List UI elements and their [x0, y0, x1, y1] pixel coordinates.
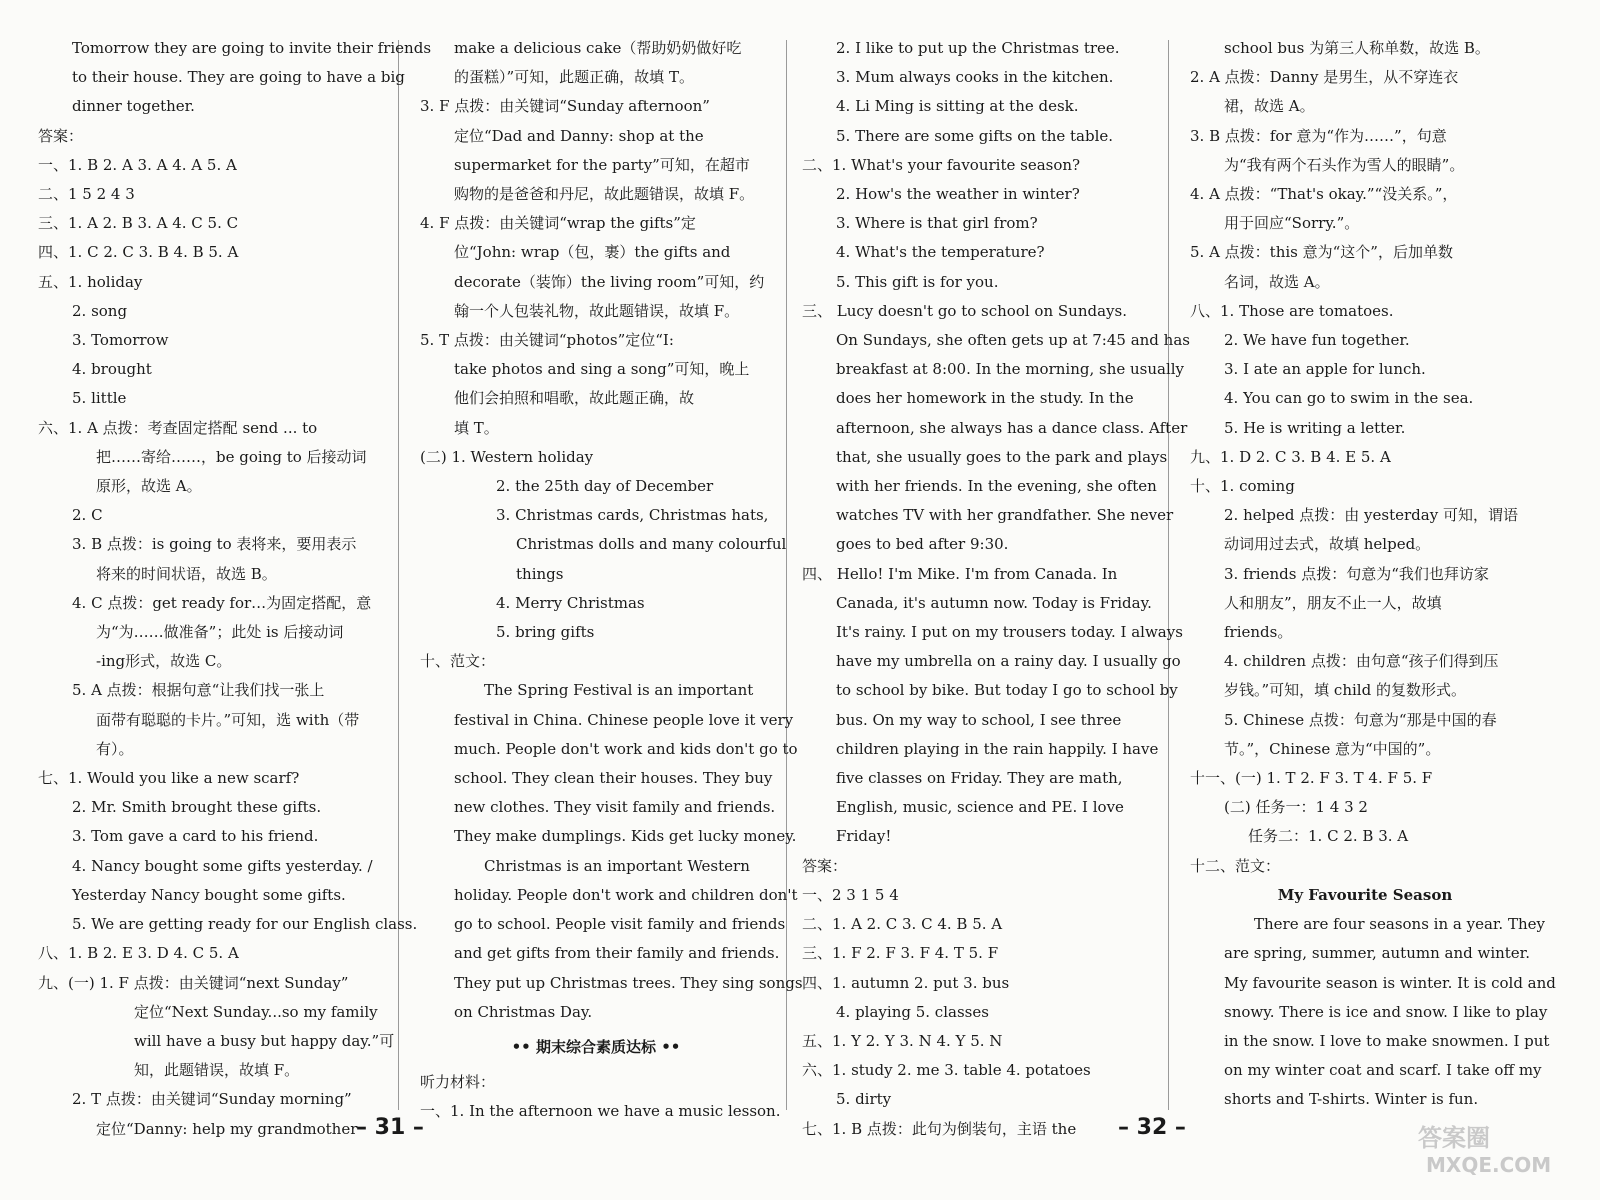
text-line: 4. Li Ming is sitting at the desk. [836, 97, 1079, 116]
text-line: 3. Christmas cards, Christmas hats, [496, 506, 769, 525]
text-line: 4. Merry Christmas [496, 593, 645, 612]
text-line: 5. He is writing a letter. [1224, 418, 1406, 437]
text-line: 名词，故选 A。 [1224, 272, 1330, 291]
text-line: 答案： [38, 126, 84, 145]
text-line: 4. C 点拨：get ready for…为固定搭配，意 [72, 593, 372, 612]
text-line: 七、1. Would you like a new scarf? [38, 769, 300, 788]
text-line: much. People don't work and kids don't go to [454, 739, 798, 758]
text-line: •• 期末综合素质达标 •• [511, 1037, 681, 1056]
text-line: It's rainy. I put on my trousers today. I always [836, 623, 1183, 642]
text-line: 原形，故选 A。 [96, 477, 202, 496]
text-line: 三、1. A 2. B 3. A 4. C 5. C [38, 214, 239, 233]
text-line: afternoon, she always has a dance class. After [836, 418, 1188, 437]
text-line: snowy. There is ice and snow. I like to play [1224, 1002, 1548, 1021]
text-line: breakfast at 8:00. In the morning, she usually [836, 360, 1185, 379]
text-line: 十、范文： [420, 652, 496, 671]
text-line: 2. song [72, 301, 128, 320]
text-line: 3. Mum always cooks in the kitchen. [836, 68, 1114, 87]
text-line: There are four seasons in a year. They [1224, 915, 1545, 934]
divider-center [786, 40, 787, 1110]
text-line: things [516, 564, 564, 583]
text-line: Yesterday Nancy bought some gifts. [72, 885, 346, 904]
text-line: 六、1. A 点拨：考查固定搭配 send ... to [38, 418, 318, 437]
text-line: new clothes. They visit family and friends. [454, 798, 776, 817]
text-line: 听力材料： [420, 1073, 496, 1092]
text-line: 3. friends 点拨：句意为“我们也拜访家 [1224, 564, 1489, 583]
text-line: that, she usually goes to the park and plays [836, 447, 1168, 466]
text-line: 一、1. In the afternoon we have a music lesson. [420, 1102, 781, 1121]
text-line: 3. Where is that girl from? [836, 214, 1038, 233]
text-line: 4. playing 5. classes [836, 1002, 989, 1021]
text-line: 为“为……做准备”；此处 is 后接动词 [96, 623, 344, 642]
text-line: will have a busy but happy day.”可 [134, 1031, 395, 1050]
text-line: 翰一个人包装礼物，故此题错误，故填 F。 [454, 301, 740, 320]
text-line: Christmas is an important Western [454, 856, 750, 875]
text-line: 面带有聪聪的卡片。”可知，选 with（带 [96, 710, 360, 729]
text-line: 五、1. Y 2. Y 3. N 4. Y 5. N [802, 1031, 1003, 1050]
text-line: go to school. People visit family and friends [454, 915, 786, 934]
text-line: dinner together. [72, 97, 195, 116]
text-line: 4. You can go to swim in the sea. [1224, 389, 1474, 408]
text-line: 九、1. D 2. C 3. B 4. E 5. A [1190, 447, 1391, 466]
text-line: 4. F 点拨：由关键词“wrap the gifts”定 [420, 214, 696, 233]
text-line: 2. How's the weather in winter? [836, 185, 1080, 204]
text-line: 八、1. Those are tomatoes. [1190, 301, 1394, 320]
text-line: with her friends. In the evening, she often [836, 477, 1157, 496]
text-line: 5. This gift is for you. [836, 272, 999, 291]
text-line: make a delicious cake（帮助奶奶做好吃 [454, 39, 742, 57]
text-line: 5. T 点拨：由关键词“photos”定位“I: [420, 331, 674, 350]
text-line: 用于回应“Sorry.”。 [1224, 214, 1360, 233]
text-line: on my winter coat and scarf. I take off my [1224, 1061, 1542, 1080]
column-4 [1190, 34, 1556, 1115]
text-line: -ing形式，故选 C。 [96, 652, 232, 671]
text-line: 他们会拍照和唱歌，故此题正确，故 [454, 389, 695, 408]
text-line: in the snow. I love to make snowmen. I put [1224, 1031, 1550, 1050]
text-line: My favourite season is winter. It is cold and [1224, 973, 1556, 992]
text-line: does her homework in the study. In the [836, 389, 1134, 408]
text-line: 4. brought [72, 360, 152, 379]
text-line: 定位“Danny: help my grandmother [96, 1119, 358, 1138]
text-line: (二) 1. Western holiday [420, 447, 594, 466]
text-line: They put up Christmas trees. They sing songs [454, 973, 803, 992]
text-line: 位“John: wrap（包，裹）the gifts and [454, 243, 731, 262]
text-line: 人和朋友”，朋友不止一人，故填 [1224, 593, 1442, 612]
text-line: 二、1. What's your favourite season? [802, 155, 1081, 174]
column-3 [802, 34, 1190, 1144]
text-line: take photos and sing a song”可知，晚上 [454, 360, 750, 379]
watermark-url: MXQE.COM [1426, 1153, 1552, 1177]
text-line: Tomorrow they are going to invite their friends [72, 39, 432, 57]
text-line: on Christmas Day. [454, 1002, 593, 1021]
text-line: 填 T。 [454, 418, 499, 437]
text-line: 二、1. A 2. C 3. C 4. B 5. A [802, 915, 1003, 934]
page-number-right: – 32 – [1118, 1115, 1186, 1140]
text-line: and get gifts from their family and friends. [454, 944, 780, 963]
text-line: 四、1. C 2. C 3. B 4. B 5. A [38, 243, 239, 262]
column-2 [420, 34, 803, 1127]
text-line: 任务二：1. C 2. B 3. A [1248, 827, 1409, 846]
text-line: On Sundays, she often gets up at 7:45 and has [836, 331, 1190, 350]
text-line: supermarket for the party”可知，在超市 [454, 155, 750, 174]
text-line: bus. On my way to school, I see three [836, 710, 1122, 729]
text-line: 3. B 点拨：for 意为“作为……”，句意 [1190, 126, 1447, 145]
text-line: 5. We are getting ready for our English class. [72, 915, 418, 934]
text-line: 2. helped 点拨：由 yesterday 可知，谓语 [1224, 506, 1518, 525]
text-line: to school by bike. But today I go to school by [836, 681, 1178, 700]
text-line: 5. dirty [836, 1090, 892, 1109]
text-line: 节。”，Chinese 意为“中国的”。 [1224, 739, 1441, 758]
text-line: English, music, science and PE. I love [836, 798, 1124, 817]
text-line: My Favourite Season [1277, 885, 1453, 904]
text-line: 把……寄给……，be going to 后接动词 [96, 447, 367, 466]
text-line: friends。 [1224, 623, 1293, 642]
text-line: 的蛋糕）”可知，此题正确，故填 T。 [454, 68, 694, 87]
text-line: 动词用过去式，故填 helped。 [1224, 535, 1431, 554]
text-line: 定位“Dad and Danny: shop at the [454, 126, 704, 145]
text-line: 为“我有两个石头作为雪人的眼睛”。 [1224, 155, 1465, 174]
text-line: (二) 任务一：1 4 3 2 [1224, 798, 1368, 817]
text-line: 二、1 5 2 4 3 [38, 185, 135, 204]
text-line: 三、1. F 2. F 3. F 4. T 5. F [802, 944, 999, 963]
text-line: 九、(一) 1. F 点拨：由关键词“next Sunday” [38, 973, 349, 992]
text-line: They make dumplings. Kids get lucky money. [454, 827, 797, 846]
text-line: 十、1. coming [1190, 477, 1295, 496]
text-line: holiday. People don't work and children don't [454, 885, 798, 904]
text-line: 将来的时间状语，故选 B。 [96, 564, 277, 583]
text-line: 2. We have fun together. [1224, 331, 1410, 350]
text-line: festival in China. Chinese people love it very [454, 710, 794, 729]
text-line: 4. Nancy bought some gifts yesterday. / [72, 856, 373, 875]
text-line: 3. Tom gave a card to his friend. [72, 827, 319, 846]
text-line: are spring, summer, autumn and winter. [1224, 944, 1530, 963]
text-line: decorate（装饰）the living room”可知，约 [454, 272, 765, 291]
text-line: five classes on Friday. They are math, [836, 769, 1123, 788]
text-line: have my umbrella on a rainy day. I usually go [836, 652, 1181, 671]
text-line: 5. little [72, 389, 127, 408]
text-line: Friday! [836, 827, 892, 846]
text-line: 裙，故选 A。 [1224, 97, 1315, 116]
text-line: 七、1. B 点拨：此句为倒装句，主语 the [802, 1119, 1077, 1138]
text-line: 3. B 点拨：is going to 表将来，要用表示 [72, 535, 357, 554]
text-line: 2. T 点拨：由关键词“Sunday morning” [72, 1090, 352, 1109]
divider-left [398, 40, 399, 1110]
text-line: 2. I like to put up the Christmas tree. [836, 39, 1120, 57]
text-line: 2. A 点拨：Danny 是男生，从不穿连衣 [1190, 68, 1459, 87]
text-line: 知，此题错误，故填 F。 [134, 1061, 300, 1080]
text-line: 2. Mr. Smith brought these gifts. [72, 798, 322, 817]
text-line: 5. bring gifts [496, 623, 595, 642]
text-line: Christmas dolls and many colourful [516, 535, 787, 554]
text-line: 4. children 点拨：由句意“孩子们得到压 [1224, 652, 1499, 671]
text-line: Canada, it's autumn now. Today is Friday. [836, 593, 1152, 612]
text-line: 3. Tomorrow [72, 331, 169, 350]
text-line: school bus 为第三人称单数，故选 B。 [1224, 39, 1490, 57]
page-number-left: – 31 – [356, 1115, 424, 1140]
text-line: 3. F 点拨：由关键词“Sunday afternoon” [420, 97, 710, 116]
text-line: watches TV with her grandfather. She never [836, 506, 1174, 525]
text-line: 四、1. autumn 2. put 3. bus [802, 973, 1010, 992]
text-line: goes to bed after 9:30. [836, 535, 1009, 554]
text-line: 三、 Lucy doesn't go to school on Sundays. [802, 301, 1127, 320]
text-line: 四、 Hello! I'm Mike. I'm from Canada. In [802, 564, 1118, 583]
divider-right [1168, 40, 1169, 1110]
text-line: 十二、范文： [1190, 856, 1281, 875]
text-line: 5. A 点拨：根据句意“让我们找一张上 [72, 681, 325, 700]
text-line: 2. C [72, 506, 103, 525]
text-line: 2. the 25th day of December [496, 477, 714, 496]
text-line: 五、1. holiday [38, 272, 143, 291]
text-line: 购物的是爸爸和丹尼，故此题错误，故填 F。 [454, 185, 755, 204]
text-line: 一、1. B 2. A 3. A 4. A 5. A [38, 155, 237, 174]
text-line: 5. A 点拨：this 意为“这个”，后加单数 [1190, 243, 1453, 262]
text-line: 4. A 点拨：“That's okay.”“没关系。”， [1190, 185, 1458, 204]
text-line: 4. What's the temperature? [836, 243, 1045, 262]
text-line: 一、2 3 1 5 4 [802, 885, 899, 904]
text-line: 定位“Next Sunday...so my family [134, 1002, 378, 1021]
text-line: shorts and T-shirts. Winter is fun. [1224, 1090, 1479, 1109]
text-line: 5. Chinese 点拨：句意为“那是中国的春 [1224, 710, 1497, 729]
text-line: children playing in the rain happily. I have [836, 739, 1159, 758]
text-line: 岁钱。”可知，填 child 的复数形式。 [1224, 681, 1466, 700]
text-line: The Spring Festival is an important [454, 681, 754, 700]
text-line: to their house. They are going to have a big [72, 68, 405, 87]
text-line: 八、1. B 2. E 3. D 4. C 5. A [38, 944, 239, 963]
text-line: 六、1. study 2. me 3. table 4. potatoes [802, 1061, 1091, 1080]
text-line: school. They clean their houses. They buy [454, 769, 773, 788]
text-line: 有）。 [96, 739, 134, 758]
text-line: 答案： [802, 856, 848, 875]
text-line: 3. I ate an apple for lunch. [1224, 360, 1426, 379]
text-line: 5. There are some gifts on the table. [836, 126, 1114, 145]
watermark-logo [1388, 1120, 1588, 1178]
text-line: 十一、(一) 1. T 2. F 3. T 4. F 5. F [1190, 769, 1433, 788]
watermark-text: 答案圈 [1418, 1124, 1490, 1152]
